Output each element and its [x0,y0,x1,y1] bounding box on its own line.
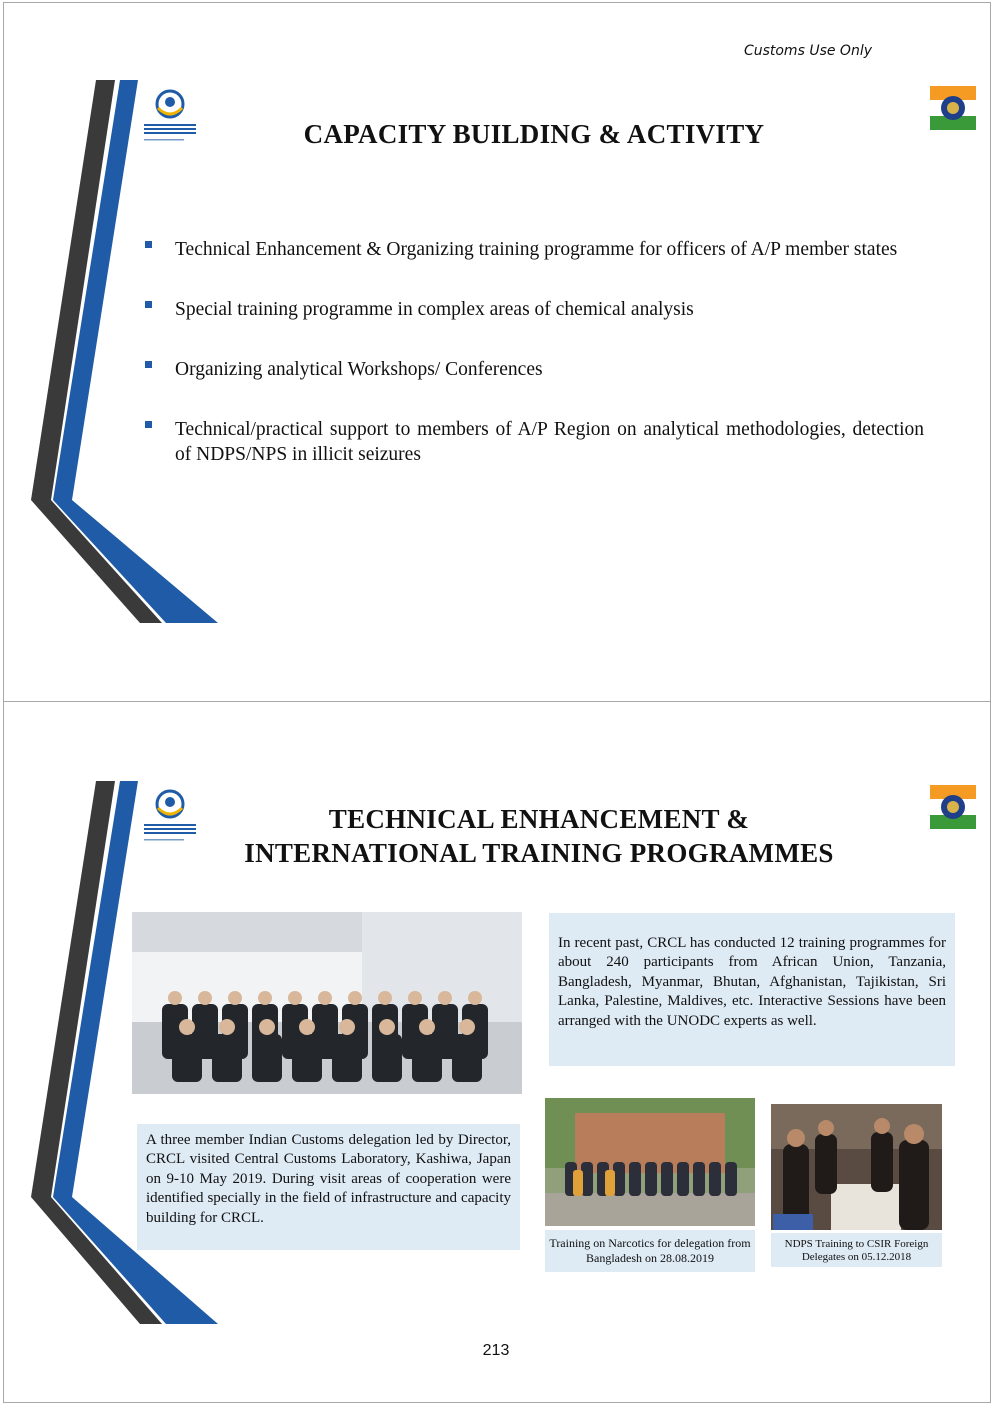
list-item: Organizing analytical Workshops/ Conferences [144,357,924,382]
square-bullet-icon [145,421,152,428]
list-item: Technical Enhancement & Organizing training programme for officers of A/P member states [144,237,924,262]
slide-international-training [3,701,991,1403]
title-line-2: INTERNATIONAL TRAINING PROGRAMMES [244,838,834,868]
group-photo-image [771,1104,942,1230]
group-photo-image [545,1098,755,1226]
list-item: Technical/practical support to members of A/P Region on analytical methodologies, detection of NDPS/NPS in illicit seizures [144,417,924,467]
bangladesh-caption: Training on Narcotics for delegation from Bangladesh on 28.08.2019 [545,1230,755,1272]
page-number: 213 [482,1342,510,1359]
square-bullet-icon [145,361,152,368]
japan-delegation-photo [132,912,522,1094]
list-item: Special training programme in complex areas of chemical analysis [144,297,924,322]
title-line-1: TECHNICAL ENHANCEMENT & [328,804,750,834]
square-bullet-icon [145,241,152,248]
slide-capacity-building [3,2,991,702]
recent-training-text-box: In recent past, CRCL has conducted 12 training programmes for about 240 participants from African Union, Tanzania, Bangladesh, Myanmar, Bhutan, Afghanistan, Tajikistan, Sri Lanka, Palestine, Maldives, etc. Interactive Sessions have been arranged with the UNODC experts as well. [549,913,955,1066]
group-photo-image [132,912,522,1094]
customs-use-only-note: Customs Use Only [743,43,872,59]
slide-title: CAPACITY BUILDING & ACTIVITY [303,119,765,149]
bangladesh-training-photo [545,1098,755,1226]
slide-title [134,802,944,870]
activity-list [144,237,924,502]
india-customs-emblem-icon [930,86,976,130]
japan-visit-text-box: A three member Indian Customs delegation led by Director, CRCL visited Central Customs Laboratory, Kashiwa, Japan on 9-10 May 2019. During visit areas of cooperation were identified specially in the field of infrastructure and capacity building for CRCL. [137,1124,520,1250]
csir-caption: NDPS Training to CSIR Foreign Delegates on 05.12.2018 [771,1233,942,1267]
csir-training-photo [771,1104,942,1230]
square-bullet-icon [145,301,152,308]
